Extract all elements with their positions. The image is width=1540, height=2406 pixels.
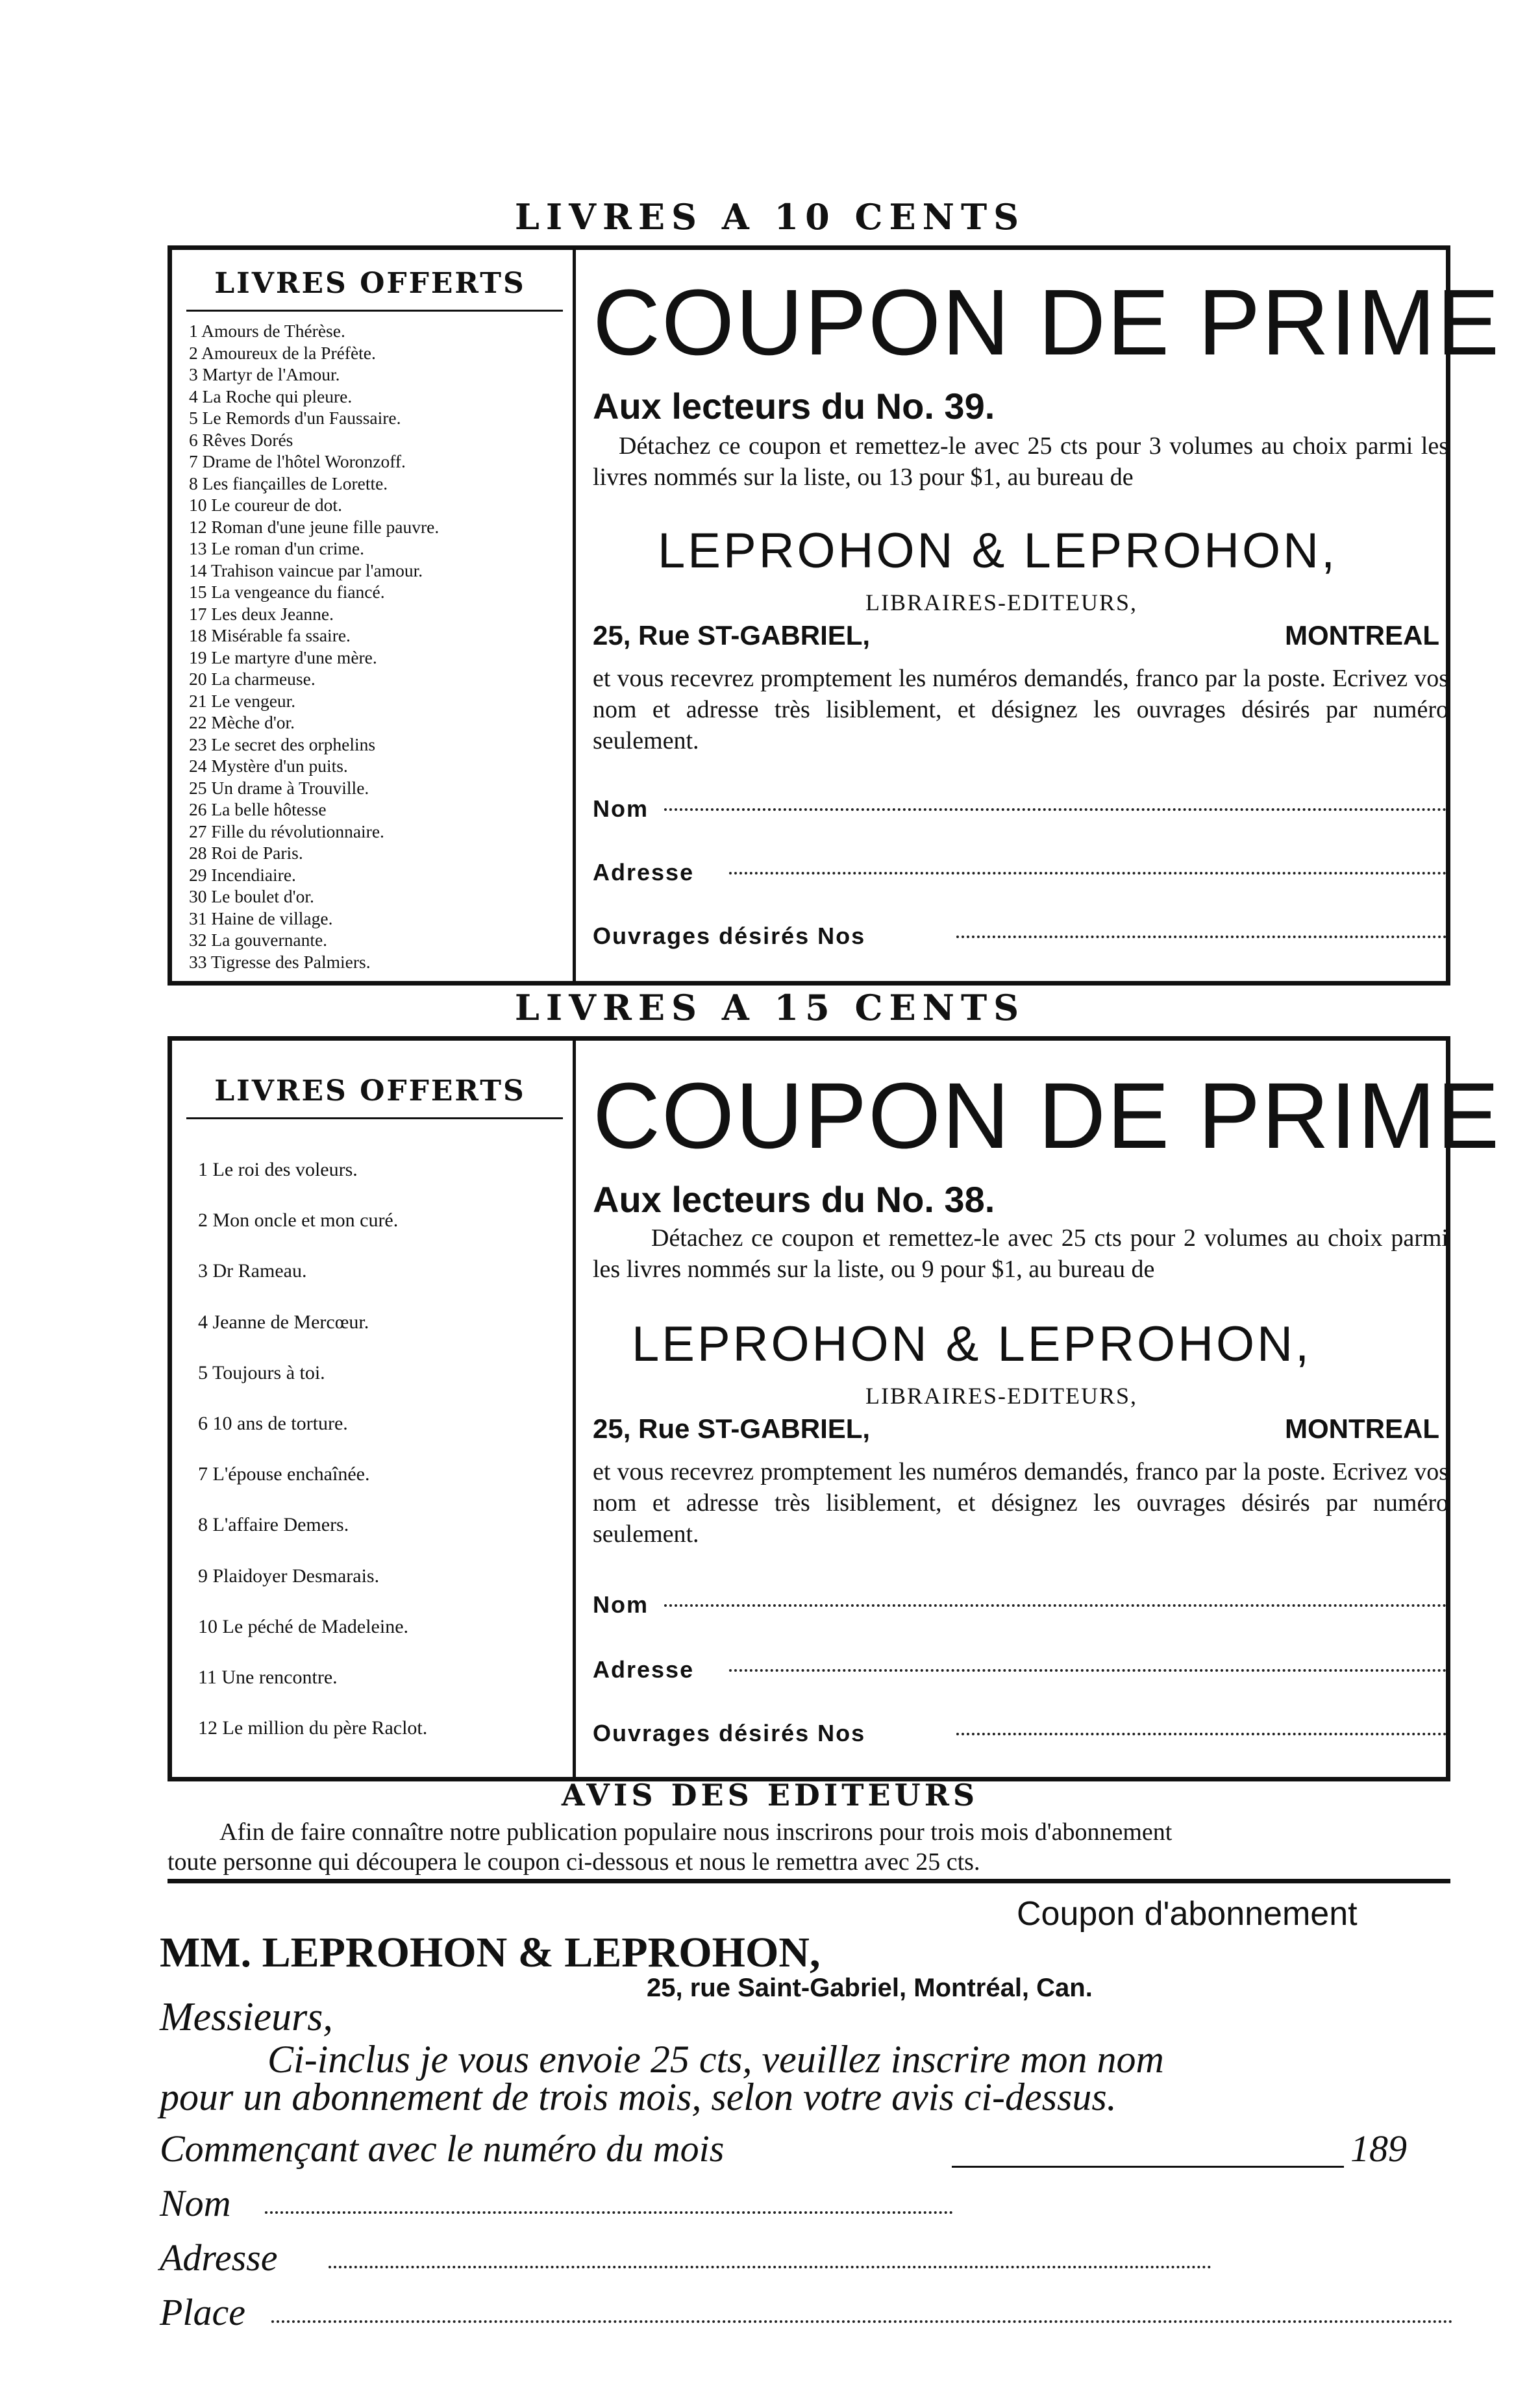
year-prefix: 189	[1350, 2127, 1407, 2170]
book-list-item: 11 Une rencontre.	[198, 1667, 338, 1689]
street-address: 25, Rue ST-GABRIEL,	[593, 1413, 871, 1444]
book-list-item: 15 La vengeance du fiancé.	[189, 582, 385, 602]
salutation: Messieurs,	[160, 1995, 333, 2039]
book-list-item: 26 La belle hôtesse	[189, 799, 327, 819]
nom-field[interactable]	[664, 808, 1447, 811]
nom-label: Nom	[593, 1591, 649, 1618]
coupon-box-10-cents	[168, 245, 1501, 986]
instructions-paragraph: Détachez ce coupon et remettez-le avec 25 cts pour 2 volumes au choix parmi les livres nommés sur la liste, ou 9 pour $1, au bureau de	[593, 1224, 1448, 1283]
notice-heading: AVIS DES EDITEURS	[561, 1778, 979, 1813]
publisher-name: LEPROHON & LEPROHON,	[632, 1317, 1312, 1372]
book-list-item: 10 Le péché de Madeleine.	[198, 1615, 409, 1637]
book-list-item: 7 L'épouse enchaînée.	[198, 1463, 370, 1485]
book-list-panel	[172, 1041, 576, 1777]
publisher-name: LEPROHON & LEPROHON,	[658, 523, 1338, 578]
book-list-item: 14 Trahison vaincue par l'amour.	[189, 560, 423, 580]
ouvrages-label: Ouvrages désirés Nos	[593, 923, 866, 949]
section2-heading: LIVRES A 15 CENTS	[514, 987, 1026, 1028]
coupon-title: COUPON DE PRIME	[593, 1063, 1501, 1168]
publisher-subtitle: LIBRAIRES-EDITEURS,	[865, 589, 1137, 615]
coupon-title: COUPON DE PRIME	[593, 270, 1501, 375]
book-list-item: 3 Dr Rameau.	[198, 1260, 307, 1282]
start-issue-field[interactable]	[952, 2166, 1344, 2168]
book-list-item: 2 Mon oncle et mon curé.	[198, 1209, 399, 1232]
street-address: 25, Rue ST-GABRIEL,	[593, 620, 871, 651]
subscriber-adresse-label: Adresse	[160, 2237, 278, 2279]
book-list-item: 19 Le martyre d'une mère.	[189, 647, 377, 667]
publisher-subtitle: LIBRAIRES-EDITEURS,	[865, 1383, 1137, 1409]
book-list-item: 3 Martyr de l'Amour.	[189, 364, 340, 384]
book-list-item: 6 Rêves Dorés	[189, 429, 293, 450]
notice-text-line1: Afin de faire connaître notre publication populaire nous inscrirons pour trois mois d'abonnement	[219, 1818, 1173, 1846]
adresse-field[interactable]	[729, 872, 1447, 874]
addressee-address: 25, rue Saint-Gabriel, Montréal, Can.	[647, 1974, 1093, 2002]
subscriber-adresse-field[interactable]	[329, 2266, 1211, 2268]
notice-text-line2: toute personne qui découpera le coupon ci-dessous et nous le remettra avec 25 cts.	[168, 1848, 980, 1876]
subscriber-nom-field[interactable]	[265, 2211, 953, 2214]
divider	[186, 310, 563, 312]
delivery-paragraph: et vous recevrez promptement les numéros demandés, franco par la poste. Ecrivez vos nom et adresse très lisiblement, et désignez les ouvrages désirés par numéro seulement.	[593, 1458, 1448, 1548]
book-list-item: 4 La Roche qui pleure.	[189, 386, 353, 406]
addressee: MM. LEPROHON & LEPROHON,	[160, 1929, 821, 1976]
book-list-item: 5 Le Remords d'un Faussaire.	[189, 408, 401, 428]
section1-heading: LIVRES A 10 CENTS	[514, 196, 1026, 238]
book-list-item: 28 Roi de Paris.	[189, 843, 303, 863]
book-list-item: 6 10 ans de torture.	[198, 1413, 348, 1435]
adresse-label: Adresse	[593, 1656, 695, 1683]
book-list-item: 13 Le roman d'un crime.	[189, 538, 364, 558]
book-list-item: 22 Mèche d'or.	[189, 712, 295, 732]
nom-field[interactable]	[664, 1604, 1447, 1607]
coupon-panel	[593, 250, 1501, 981]
book-list-item: 23 Le secret des orphelins	[189, 734, 376, 754]
book-list-item: 5 Toujours à toi.	[198, 1361, 325, 1383]
book-list-item: 10 Le coureur de dot.	[189, 495, 342, 515]
subscriber-place-label: Place	[160, 2291, 246, 2333]
book-list	[198, 1145, 427, 1754]
book-list-item: 25 Un drame à Trouville.	[189, 777, 369, 798]
book-list-item: 21 Le vengeur.	[189, 690, 296, 711]
book-list-panel	[172, 250, 576, 981]
book-list-item: 29 Incendiaire.	[189, 864, 296, 885]
subscriber-nom-label: Nom	[160, 2182, 231, 2224]
book-list-item: 33 Tigresse des Palmiers.	[189, 951, 371, 972]
book-list-item: 12 Le million du père Raclot.	[198, 1717, 428, 1739]
book-list-item: 1 Le roi des voleurs.	[198, 1159, 358, 1180]
book-list	[189, 320, 439, 973]
start-issue-label: Commençant avec le numéro du mois	[160, 2127, 725, 2170]
delivery-paragraph: et vous recevrez promptement les numéros demandés, franco par la poste. Ecrivez vos nom et adresse très lisiblement, et désignez les ouvrages désirés par numéro seulement.	[593, 665, 1448, 754]
book-list-item: 9 Plaidoyer Desmarais.	[198, 1565, 380, 1587]
adresse-label: Adresse	[593, 859, 695, 886]
book-list-item: 17 Les deux Jeanne.	[189, 603, 334, 624]
book-list-item: 8 Les fiançailles de Lorette.	[189, 473, 388, 493]
divider	[186, 1117, 563, 1119]
book-list-item: 20 La charmeuse.	[189, 669, 316, 689]
separator-rule	[168, 1879, 1450, 1883]
book-list-item: 7 Drame de l'hôtel Woronzoff.	[189, 451, 406, 471]
ouvrages-label: Ouvrages désirés Nos	[593, 1720, 866, 1746]
subscription-label: Coupon d'abonnement	[1017, 1895, 1358, 1933]
city: MONTREAL	[1285, 620, 1439, 651]
ouvrages-field[interactable]	[956, 1733, 1447, 1735]
book-list-item: 2 Amoureux de la Préfète.	[189, 342, 376, 363]
book-list-item: 27 Fille du révolutionnaire.	[189, 821, 384, 841]
book-list-item: 32 La gouvernante.	[189, 930, 328, 950]
book-list-item: 31 Haine de village.	[189, 908, 333, 928]
coupon-panel	[593, 1041, 1501, 1777]
list-heading: LIVRES OFFERTS	[214, 267, 526, 300]
list-heading: LIVRES OFFERTS	[214, 1074, 526, 1108]
book-list-item: 30 Le boulet d'or.	[189, 886, 314, 906]
book-list-item: 4 Jeanne de Mercœur.	[198, 1311, 369, 1333]
book-list-item: 1 Amours de Thérèse.	[189, 321, 345, 341]
adresse-field[interactable]	[729, 1669, 1447, 1672]
letter-line2: pour un abonnement de trois mois, selon votre avis ci-dessus.	[160, 2076, 1117, 2118]
nom-label: Nom	[593, 795, 649, 822]
book-list-item: 8 L'affaire Demers.	[198, 1514, 349, 1536]
book-list-item: 12 Roman d'une jeune fille pauvre.	[189, 516, 440, 537]
book-list-item: 24 Mystère d'un puits.	[189, 756, 348, 776]
readers-line: Aux lecteurs du No. 38.	[593, 1179, 995, 1220]
city: MONTREAL	[1285, 1413, 1439, 1444]
letter-line1: Ci-inclus je vous envoie 25 cts, veuillez inscrire mon nom	[267, 2038, 1164, 2081]
book-list-item: 18 Misérable fa ssaire.	[189, 625, 351, 645]
ouvrages-field[interactable]	[956, 936, 1447, 938]
readers-line: Aux lecteurs du No. 39.	[593, 386, 995, 427]
subscriber-place-field[interactable]	[271, 2320, 1453, 2323]
instructions-paragraph: Détachez ce coupon et remettez-le avec 25 cts pour 3 volumes au choix parmi les livres nommés sur la liste, ou 13 pour $1, au bureau de	[593, 432, 1448, 491]
coupon-box-15-cents	[168, 1036, 1501, 1781]
